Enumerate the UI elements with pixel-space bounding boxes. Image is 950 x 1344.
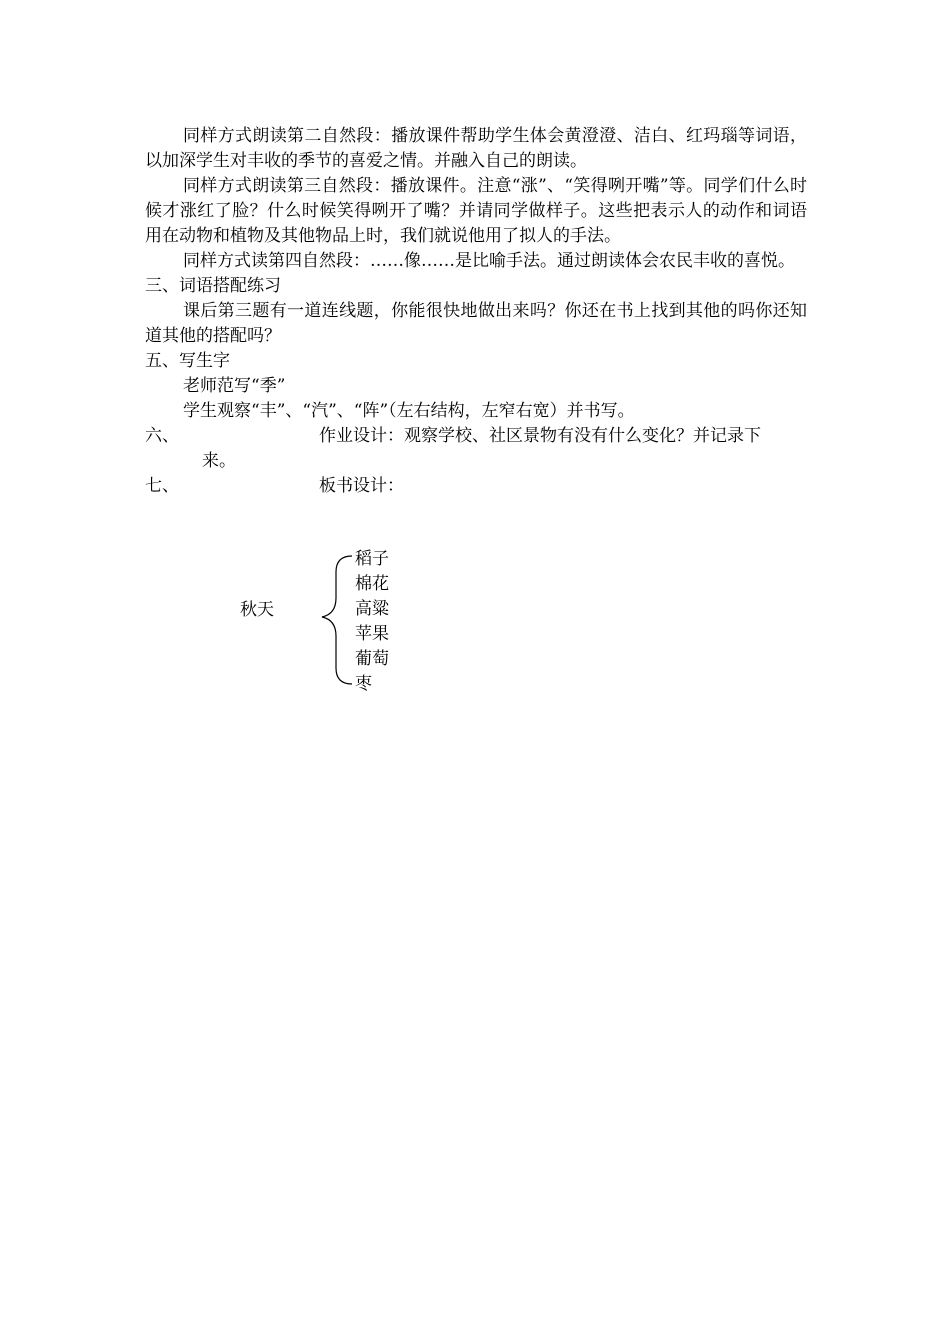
board-item: 高粱 (355, 599, 389, 619)
section-six-number: 六、 (145, 426, 179, 446)
section-seven-number: 七、 (145, 476, 179, 496)
paragraph-reading-third: 同样方式朗读第三自然段：播放课件。注意“涨”、“笑得咧开嘴”等。同学们什么时候才涨红了脸？什么时候笑得咧开了嘴？并请同学做样子。这些把表示人的动作和词语用在动物和植物及其他物品上时，我们就说他用了拟人的手法。 (145, 176, 807, 246)
board-item: 苹果 (355, 624, 389, 644)
board-item: 葡萄 (355, 649, 389, 669)
section-five-heading: 五、写生字 (145, 351, 230, 371)
board-topic: 秋天 (240, 600, 274, 620)
section-five-line-two: 学生观察“丰”、“汽”、“阵”（左右结构，左窄右宽）并书写。 (183, 401, 635, 421)
section-six-text: 作业设计：观察学校、社区景物有没有什么变化？并记录下 (319, 426, 761, 446)
section-five-line-one: 老师范写“季” (183, 376, 286, 396)
section-six-continuation: 来。 (202, 451, 236, 471)
board-item: 枣 (355, 674, 372, 694)
board-item: 稻子 (355, 549, 389, 569)
section-three-heading: 三、词语搭配练习 (145, 276, 281, 296)
board-item: 棉花 (355, 574, 389, 594)
paragraph-reading-second: 同样方式朗读第二自然段：播放课件帮助学生体会黄澄澄、洁白、红玛瑙等词语，以加深学生对丰收的季节的喜爱之情。并融入自己的朗读。 (145, 126, 807, 171)
document-body (145, 124, 807, 499)
section-seven-row (145, 474, 807, 499)
paragraph-reading-fourth: 同样方式读第四自然段：……像……是比喻手法。通过朗读体会农民丰收的喜悦。 (183, 251, 795, 271)
section-three-body: 课后第三题有一道连线题，你能很快地做出来吗？你还在书上找到其他的吗你还知道其他的搭配吗？ (145, 301, 807, 346)
section-six-continuation-row (145, 449, 807, 474)
section-six-row (145, 424, 807, 449)
section-seven-text: 板书设计： (319, 476, 404, 496)
